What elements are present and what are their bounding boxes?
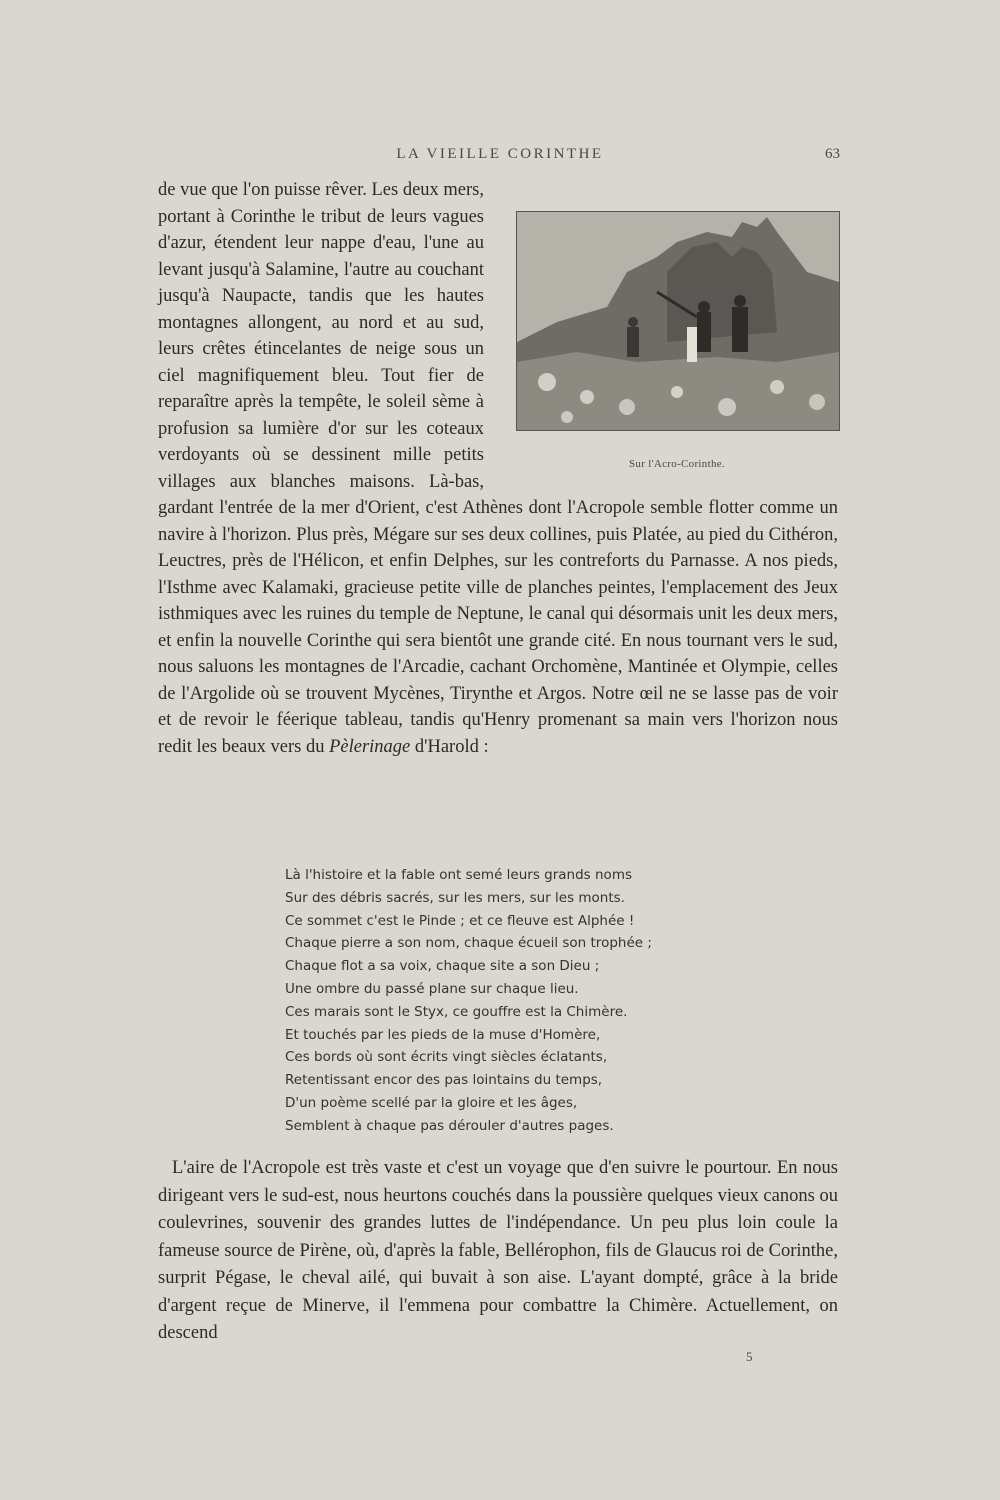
signature-mark: 5 — [746, 1349, 753, 1364]
verse-block — [285, 864, 705, 1138]
verse-line: Ce sommet c'est le Pinde ; et ce fleuve est Alphée ! — [285, 912, 635, 929]
paragraph-1-before: de vue que l'on puisse rêver. Les deux mers, portant à Corinthe le tribut de leurs vagues d'azur, étendent leur nappe d'eau, l'une au levant jusqu'à Salamine, l'autre au couchant jusqu'à Naupacte, tandis que les hautes montagnes allongent, au nord et au sud, leurs crêtes étincelantes de neige sous un ciel magnifiquement bleu. Tout fier de reparaître après la tempête, le soleil sème à profusion sa lumière d'or sur les coteaux verdoyants où se dessinent mille petits villages aux blanches maisons. Là-bas, gardant l'entrée de la mer d'Orient, c'est Athènes dont l'Acropole semble flotter comme un navire à l'horizon. Plus près, Mégare sur ses deux collines, puis Platée, au pied du Cithéron, Leuctres, près de l'Hélicon, et enfin Delphes, sur les contreforts du Parnasse. A nos pieds, l'Isthme avec Kalamaki, gracieuse petite ville de planches peintes, l'emplacement des Jeux isthmiques avec les ruines du temple de Neptune, le canal qui désormais unit les deux mers, et enfin la nouvelle Corinthe qui sera bientôt une grande cité. En nous tournant vers le sud, nous saluons les montagnes de l'Arcadie, cachant Orchomène, Mantinée et Olympie, celles de l'Argolide où se trouvent Mycènes, Tirynthe et Argos. Notre œil ne se lasse pas de voir et de revoir le féerique tableau, tandis qu'Henry promenant sa main vers l'horizon nous redit les beaux vers du — [158, 180, 838, 757]
paragraph-1 — [158, 177, 838, 760]
verse-line: Une ombre du passé plane sur chaque lieu. — [285, 980, 579, 997]
verse-line: Chaque flot a sa voix, chaque site a son Dieu ; — [285, 958, 600, 975]
page-number: 63 — [825, 146, 840, 162]
verse-line: Semblent à chaque pas dérouler d'autres pages. — [285, 1117, 614, 1134]
paragraph-1-after: d'Harold : — [410, 736, 489, 757]
verse-line: Chaque pierre a son nom, chaque écueil son trophée ; — [285, 935, 652, 952]
photograph-acrocorinth — [516, 211, 840, 431]
running-header — [160, 146, 840, 168]
paragraph-2-text: L'aire de l'Acropole est très vaste et c'est un voyage que d'en suivre le pourtour. En nous dirigeant vers le sud-est, nous heurtons couchés dans la poussière quelques vieux canons ou coulevrines, souvenir des grandes luttes de l'indépendance. Un peu plus loin coule la fameuse source de Pirène, où, d'après la fable, Bellérophon, fils de Glaucus roi de Corinthe, surprit Pégase, le cheval ailé, qui buvait à son aise. L'ayant dompté, grâce à la bride d'argent reçue de Minerve, il l'emmena pour combattre la Chimère. Actuellement, on descend — [158, 1158, 838, 1343]
running-title: LA VIEILLE CORINTHE — [396, 146, 604, 162]
verse-line: Ces bords où sont écrits vingt siècles éclatants, — [285, 1049, 608, 1066]
figure — [502, 211, 838, 478]
photo-illustration — [517, 212, 839, 430]
paragraph-1-italic: Pèlerinage — [329, 736, 411, 757]
figure-caption: Sur l'Acro-Corinthe. — [629, 458, 725, 470]
verse-line: Là l'histoire et la fable ont semé leurs grands noms — [285, 867, 633, 883]
verse-line: Retentissant encor des pas lointains du temps, — [285, 1072, 603, 1089]
verse-line: Sur des débris sacrés, sur les mers, sur les monts. — [285, 889, 625, 906]
verse-line: Et touchés par les pieds de la muse d'Homère, — [285, 1026, 601, 1043]
verse-line: Ces marais sont le Styx, ce gouffre est la Chimère. — [285, 1003, 628, 1020]
paragraph-2 — [158, 1155, 838, 1348]
verse-line: D'un poème scellé par la gloire et les âges, — [285, 1094, 578, 1111]
